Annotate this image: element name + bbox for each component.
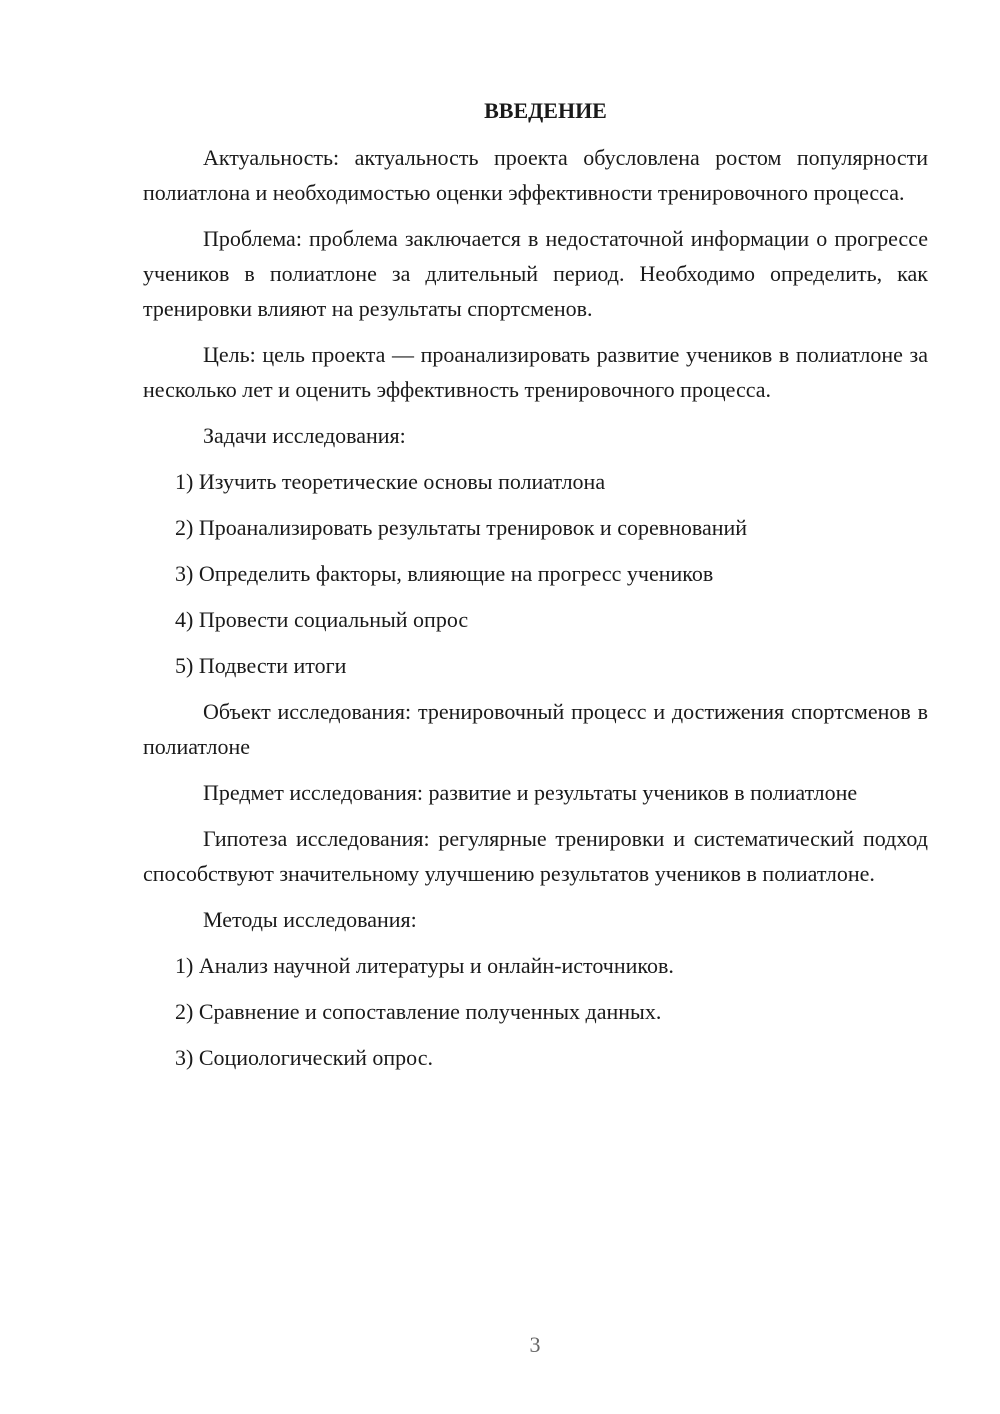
list-item: 2) Сравнение и сопоставление полученных данных. — [175, 999, 662, 1024]
subject-paragraph: Предмет исследования: развитие и результаты учеников в полиатлоне — [203, 780, 858, 805]
list-item: 5) Подвести итоги — [175, 653, 347, 678]
page-number: 3 — [529, 1332, 541, 1357]
list-item: 1) Изучить теоретические основы полиатлона — [175, 469, 606, 494]
object-paragraph: Объект исследования: тренировочный процесс и достижения спортсменов в полиатлоне — [143, 699, 928, 759]
section-title: ВВЕДЕНИЕ — [484, 98, 607, 123]
hypothesis-paragraph: Гипотеза исследования: регулярные тренировки и систематический подход способствуют значительному улучшению результатов учеников в полиатлоне. — [143, 826, 928, 886]
methods-list — [143, 948, 928, 1075]
list-item: 2) Проанализировать результаты тренировок и соревнований — [175, 515, 748, 540]
problem-paragraph: Проблема: проблема заключается в недостаточной информации о прогрессе учеников в полиатлоне за длительный период. Необходимо определить, как тренировки влияют на результаты спортсменов. — [143, 226, 928, 321]
list-item: 1) Анализ научной литературы и онлайн-источников. — [175, 953, 674, 978]
document-page — [143, 93, 928, 1086]
goal-paragraph: Цель: цель проекта — проанализировать развитие учеников в полиатлоне за несколько лет и оценить эффективность тренировочного процесса. — [143, 342, 928, 402]
relevance-paragraph: Актуальность: актуальность проекта обусловлена ростом популярности полиатлона и необходимостью оценки эффективности тренировочного процесса. — [143, 145, 928, 205]
list-item: 4) Провести социальный опрос — [175, 607, 469, 632]
tasks-list — [143, 464, 928, 683]
methods-label: Методы исследования: — [203, 907, 417, 932]
list-item: 3) Социологический опрос. — [175, 1045, 433, 1070]
list-item: 3) Определить факторы, влияющие на прогресс учеников — [175, 561, 714, 586]
tasks-label: Задачи исследования: — [203, 423, 406, 448]
